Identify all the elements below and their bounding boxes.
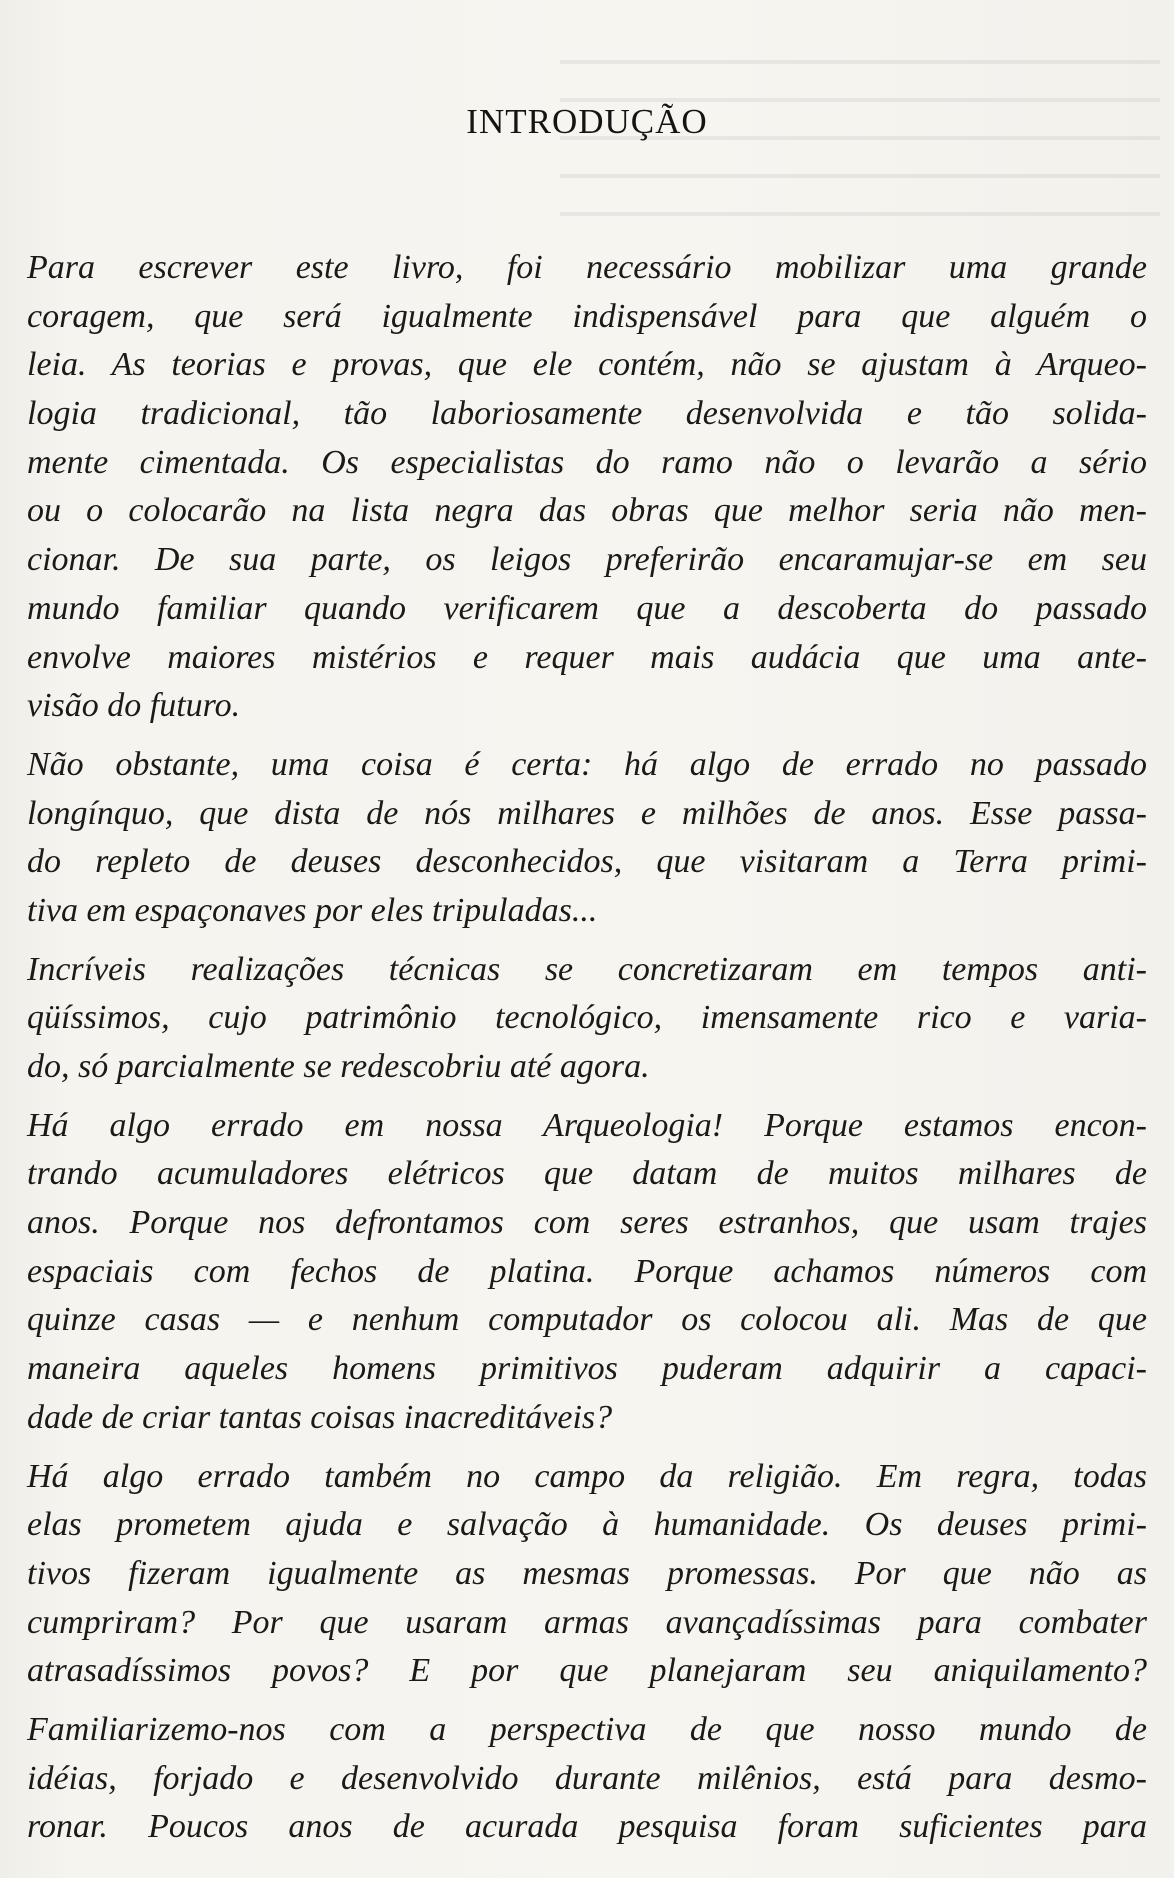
text-line: Há algo errado em nossa Arqueologia! Porque estamos encon- — [27, 1106, 1147, 1144]
bleed-through-shadow — [560, 60, 1160, 250]
text-line: mente cimentada. Os especialistas do ramo não o levarão a sério — [27, 443, 1147, 481]
text-line: elas prometem ajuda e salvação à humanidade. Os deuses primi- — [27, 1506, 1147, 1544]
text-line: qüíssimos, cujo patrimônio tecnológico, imensamente rico e varia- — [27, 999, 1147, 1037]
text-line: Não obstante, uma coisa é certa: há algo de errado no passado — [27, 745, 1147, 783]
text-line: atrasadíssimos povos? E por que planejaram seu aniquilamento? — [27, 1652, 1147, 1690]
text-line: dade de criar tantas coisas inacreditáveis? — [27, 1398, 613, 1436]
text-line: idéias, forjado e desenvolvido durante milênios, está para desmo- — [27, 1759, 1147, 1797]
text-line: ou o colocarão na lista negra das obras que melhor seria não men- — [27, 492, 1147, 530]
paragraph-3 — [27, 946, 1147, 1092]
text-line: Familiarizemo-nos com a perspectiva de que nosso mundo de — [27, 1710, 1147, 1748]
text-line: trando acumuladores elétricos que datam de muitos milhares de — [27, 1155, 1147, 1193]
text-line: logia tradicional, tão laboriosamente desenvolvida e tão solida- — [27, 395, 1147, 433]
text-line: visão do futuro. — [27, 687, 241, 725]
text-line: anos. Porque nos defrontamos com seres estranhos, que usam trajes — [27, 1204, 1147, 1242]
text-line: mundo familiar quando verificarem que a descoberta do passado — [27, 589, 1147, 627]
text-line: quinze casas — e nenhum computador os colocou ali. Mas de que — [27, 1301, 1147, 1339]
text-line: tiva em espaçonaves por eles tripuladas... — [27, 891, 598, 929]
text-line: coragem, que será igualmente indispensável para que alguém o — [27, 297, 1147, 335]
text-line: ronar. Poucos anos de acurada pesquisa foram suficientes para — [27, 1808, 1147, 1846]
text-line: leia. As teorias e provas, que ele contém, não se ajustam à Arqueo- — [27, 346, 1147, 384]
text-line: longínquo, que dista de nós milhares e milhões de anos. Esse passa- — [27, 794, 1147, 832]
text-line: cumpriram? Por que usaram armas avançadíssimas para combater — [27, 1603, 1147, 1641]
paragraph-4 — [27, 1102, 1147, 1443]
text-line: maneira aqueles homens primitivos puderam adquirir a capaci- — [27, 1350, 1147, 1388]
paragraph-2 — [27, 741, 1147, 936]
text-line: Há algo errado também no campo da religião. Em regra, todas — [27, 1457, 1147, 1495]
text-line: Incríveis realizações técnicas se concretizaram em tempos anti- — [27, 950, 1147, 988]
text-line: cionar. De sua parte, os leigos preferirão encaramujar-se em seu — [27, 541, 1147, 579]
text-line: Para escrever este livro, foi necessário mobilizar uma grande — [27, 249, 1147, 286]
body-text — [27, 244, 1147, 1862]
text-line: do repleto de deuses desconhecidos, que visitaram a Terra primi- — [27, 843, 1147, 881]
chapter-title: INTRODUÇÃO — [466, 102, 708, 141]
text-line: espaciais com fechos de platina. Porque achamos números com — [27, 1252, 1147, 1290]
text-line: tivos fizeram igualmente as mesmas promessas. Por que não as — [27, 1554, 1147, 1592]
text-line: do, só parcialmente se redescobriu até agora. — [27, 1048, 650, 1085]
text-line: envolve maiores mistérios e requer mais audácia que uma ante- — [27, 638, 1147, 676]
paragraph-6 — [27, 1706, 1147, 1852]
paragraph-5 — [27, 1453, 1147, 1696]
paragraph-1 — [27, 244, 1147, 731]
